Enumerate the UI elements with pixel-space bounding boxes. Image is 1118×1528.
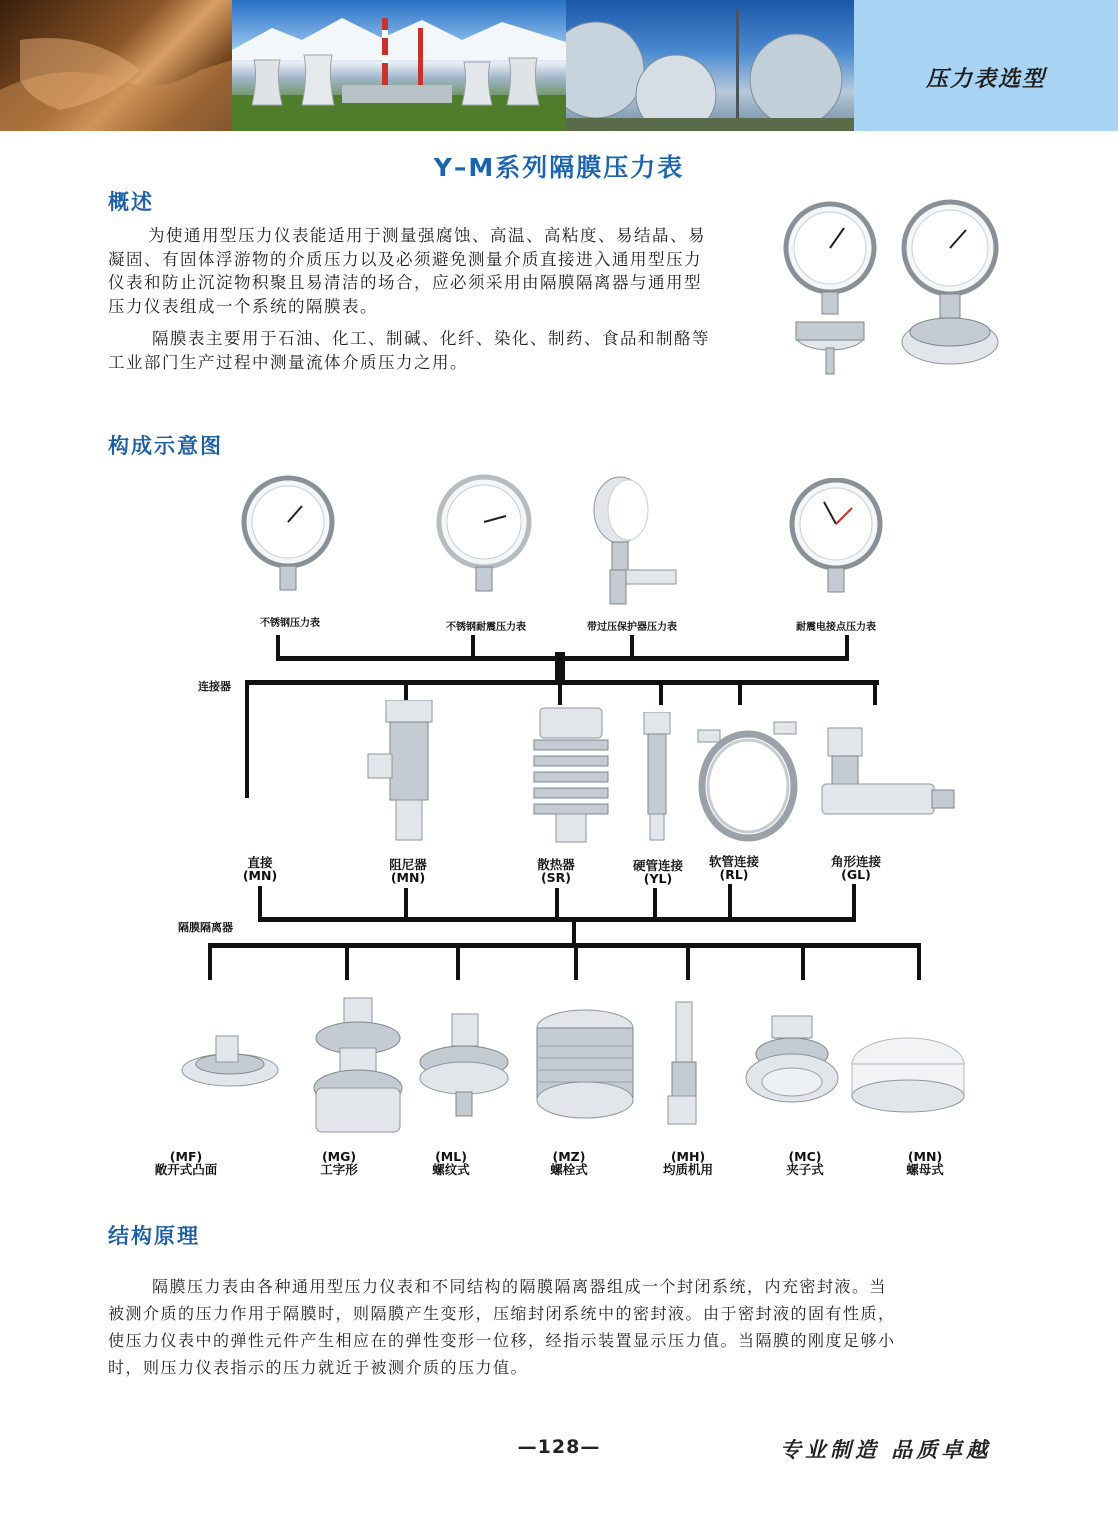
damper-image (360, 700, 460, 846)
connector-name: 硬管连接 (632, 858, 683, 873)
connector-line (404, 888, 408, 920)
overview-line: 为使通用型压力仪表能适用于测量强腐蚀、高温、高粘度、易结晶、易 (148, 226, 706, 245)
connector-line (873, 683, 877, 705)
storage-tanks-photo (566, 0, 854, 131)
connector-caption (818, 855, 894, 881)
slogan: 专业制造 品质卓越 (780, 1438, 992, 1462)
stainless-gauge-image (240, 474, 340, 594)
overview-line: 工业部门生产过程中测量流体介质压力之用。 (108, 352, 468, 372)
isolator-group-label: 隔膜隔离器 (178, 921, 233, 934)
rigid-pipe-image (640, 712, 680, 842)
connector-caption (232, 856, 288, 882)
connector-name: 直接 (247, 855, 273, 870)
connector-line (208, 946, 212, 980)
isolator-name: 均质机用 (662, 1162, 713, 1177)
connector-line (801, 946, 805, 980)
page-number: —128— (517, 1436, 601, 1458)
overview-paragraph-2 (108, 327, 768, 374)
isolator-name: 螺纹式 (432, 1162, 470, 1177)
isolator-branch-bar (208, 943, 921, 948)
connector-line (555, 652, 565, 682)
connector-line (852, 884, 856, 920)
isolator-mn-image (846, 1034, 970, 1120)
gauge-label: 带过压保护器压力表 (587, 622, 677, 633)
isolator-mf-image (178, 1030, 282, 1094)
isolator-mh-image (652, 1000, 716, 1128)
principle-line: 时，则压力仪表指示的压力就近于被测介质的压力值。 (108, 1358, 529, 1377)
connector-bracket-bar (245, 680, 879, 685)
isolator-caption (418, 1150, 484, 1176)
isolator-mc-image (742, 1014, 842, 1108)
page-title: Y–M系列隔膜压力表 (433, 153, 685, 182)
isolator-code: (ML) (435, 1149, 467, 1164)
connector-line (686, 946, 690, 980)
isolator-name: 工字形 (320, 1162, 358, 1177)
isolator-name: 螺母式 (906, 1162, 944, 1177)
connector-line (659, 683, 663, 705)
overview-line: 压力仪表组成一个系统的隔膜表。 (108, 296, 378, 316)
overview-line: 隔膜表主要用于石油、化工、制碱、化纤、染化、制药、食品和制酪等 (152, 329, 710, 348)
connector-line (558, 683, 562, 705)
isolator-code: (MH) (670, 1149, 706, 1164)
isolator-name: 螺栓式 (550, 1162, 588, 1177)
connector-name: 角形连接 (830, 854, 881, 869)
connector-line (728, 884, 732, 920)
isolator-caption (652, 1150, 724, 1176)
gauge-label: 不锈钢耐震压力表 (446, 622, 526, 633)
shockproof-gauge-image (436, 474, 536, 594)
connector-code: (MN) (242, 868, 278, 883)
overview-heading: 概述 (108, 190, 154, 214)
connector-code: (RL) (719, 867, 749, 882)
connector-code: (GL) (841, 867, 871, 882)
connector-caption (698, 855, 770, 881)
isolator-caption (772, 1150, 838, 1176)
connector-name: 阻尼器 (389, 857, 427, 872)
isolator-code: (MN) (907, 1149, 943, 1164)
handshake-photo (0, 0, 232, 131)
radiator-image (526, 706, 616, 846)
connector-code: (YL) (643, 871, 673, 886)
principle-line: 隔膜压力表由各种通用型压力仪表和不同结构的隔膜隔离器组成一个封闭系统，内充密封液。当 (152, 1277, 888, 1296)
connector-caption (376, 858, 440, 884)
diaphragm-gauge-photo (780, 196, 1020, 386)
isolator-code: (MF) (169, 1149, 203, 1164)
isolator-name: 夹子式 (786, 1162, 824, 1177)
connector-caption (622, 859, 694, 885)
connector-line (555, 888, 559, 920)
connector-line (653, 888, 657, 920)
gauge-label: 耐震电接点压力表 (796, 622, 876, 633)
connector-line (574, 946, 578, 980)
isolator-code: (MZ) (552, 1149, 586, 1164)
principle-heading: 结构原理 (108, 1224, 200, 1248)
connector-caption (524, 858, 588, 884)
header-banner (0, 0, 1118, 131)
isolator-mz-image (530, 1006, 640, 1124)
electric-contact-gauge-image (788, 478, 888, 594)
isolator-caption (892, 1150, 958, 1176)
isolator-caption (536, 1150, 602, 1176)
connector-group-label: 连接器 (198, 680, 231, 693)
overview-paragraph-1 (108, 224, 768, 318)
section-title: 压力表选型 (925, 67, 1046, 92)
connector-line (456, 946, 460, 980)
flexible-hose-image (694, 716, 804, 846)
principle-line: 被测介质的压力作用于隔膜时，则隔膜产生变形，压缩封闭系统中的密封液。由于密封液的固有性质， (108, 1304, 896, 1323)
principle-paragraph (108, 1273, 1008, 1381)
connector-line (738, 683, 742, 705)
isolator-caption (142, 1150, 230, 1176)
connector-line (258, 886, 262, 920)
isolator-name: 敞开式凸面 (154, 1162, 218, 1177)
principle-line: 使压力仪表中的弹性元件产生相应在的弹性变形一位移，经指示装置显示压力值。当隔膜的刚度足够小 (108, 1331, 896, 1350)
overview-line: 凝固、有固体浮游物的介质压力以及必须避免测量介质直接进入通用型压力 (108, 249, 702, 269)
connector-name: 散热器 (537, 857, 575, 872)
connector-name: 软管连接 (708, 854, 759, 869)
composition-heading: 构成示意图 (108, 434, 223, 458)
connector-line (245, 680, 249, 798)
connector-code: (SR) (540, 870, 572, 885)
isolator-bracket-bar (258, 917, 856, 922)
connector-line (345, 946, 349, 980)
isolator-ml-image (416, 1012, 512, 1118)
header-title-panel (854, 0, 1118, 131)
connector-line (917, 946, 921, 980)
angle-connector-image (818, 726, 958, 838)
isolator-code: (MC) (788, 1149, 822, 1164)
connector-code: (MN) (390, 870, 426, 885)
power-plant-photo (232, 0, 566, 131)
isolator-caption (306, 1150, 372, 1176)
overview-line: 仪表和防止沉淀物积聚且易清洁的场合，应必须采用由隔膜隔离器与通用型 (108, 273, 702, 292)
isolator-mg-image (310, 996, 406, 1138)
isolator-code: (MG) (321, 1149, 357, 1164)
overpressure-gauge-image (590, 474, 690, 606)
gauge-label: 不锈钢压力表 (260, 618, 320, 629)
